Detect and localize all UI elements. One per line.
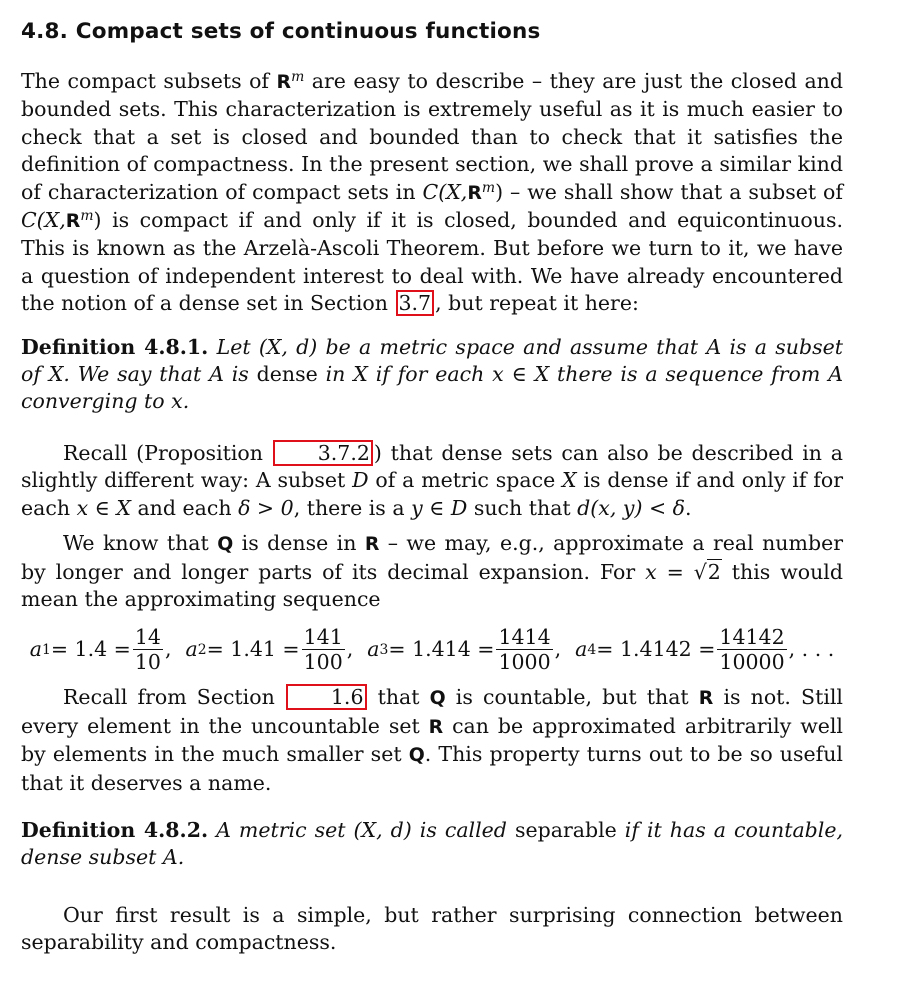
section-3-7-link[interactable]: 3.7 — [396, 290, 435, 316]
intro-paragraph: The compact subsets of $R^m$ are easy to describe – they are just the closed and bounded sets. This characterization is extremely useful as it is much easier to check that a set is closed and bounded than to check that it satisfies the definition of compactness. In the present section, we shall prove a similar kind of characterization of compact sets in $C(X,R^m)$ – we shall show that a subset of $C(X,R^m)$ is compact if and only if it is closed, bounded and equicontinuous. This is known as the Arzelà-Ascoli Theorem. But before we turn to it, we have a question of independent interest to deal with. We have already encountered the notion of a dense set in Section 3.7 , but repeat it here: — [21, 69, 843, 316]
term-separable: separable — [514, 817, 617, 842]
approximating-sequence-equation — [21, 625, 843, 674]
equation-term: a 2 = 1.41 = $\frac{141}{100}$ , — [185, 625, 354, 675]
definition-4-8-1: Definition 4.8.1. Let (X, d) be a metric space and assume that A is a subset of X. We say that A is dense in X if for each x ∈ X there is a sequence from A converging to x. — [21, 334, 844, 414]
section-title: 4.8. Compact sets of continuous functions — [21, 19, 541, 44]
equation-term: a 4 = 1.4142 = $\frac{14142}{10000}$ , . . . — [575, 625, 835, 675]
term-dense: dense — [256, 362, 318, 387]
countable-paragraph: Recall from Section 1.6 that Q is countable, but that R is not. Still every element in the uncountable set R can be approximated arbitrarily well by elements in the much smaller set Q. This property turns out to be so useful that it deserves a name. — [21, 685, 843, 795]
proposition-3-7-2-link[interactable]: 3.7.2 — [273, 440, 373, 466]
closing-paragraph: Our first result is a simple, but rather surprising connection between separability and compactness. — [21, 902, 843, 955]
equation-term: a 3 = 1.414 = $\frac{1414}{1000}$ , — [367, 625, 562, 675]
recall-paragraph: Recall (Proposition 3.7.2 ) that dense sets can also be described in a slightly different way: A subset D of a metric space X is dense if and only if for each x ∈ X and each δ > 0, there is a y ∈ D such that d(x, y) < δ. — [21, 440, 843, 520]
page — [21, 14, 843, 957]
q-dense-paragraph: We know that Q is dense in R – we may, e.g., approximate a real number by longer and longer parts of its decimal expansion. For x = √2 this would mean the approximating sequence — [21, 531, 843, 611]
section-1-6-link[interactable]: 1.6 — [286, 684, 367, 710]
equation-term: a 1 = 1.4 = $\frac{14}{10}$ , — [29, 625, 172, 675]
definition-4-8-2: Definition 4.8.2. A metric set (X, d) is called separable if it has a countable, dense subset A. — [21, 817, 843, 870]
